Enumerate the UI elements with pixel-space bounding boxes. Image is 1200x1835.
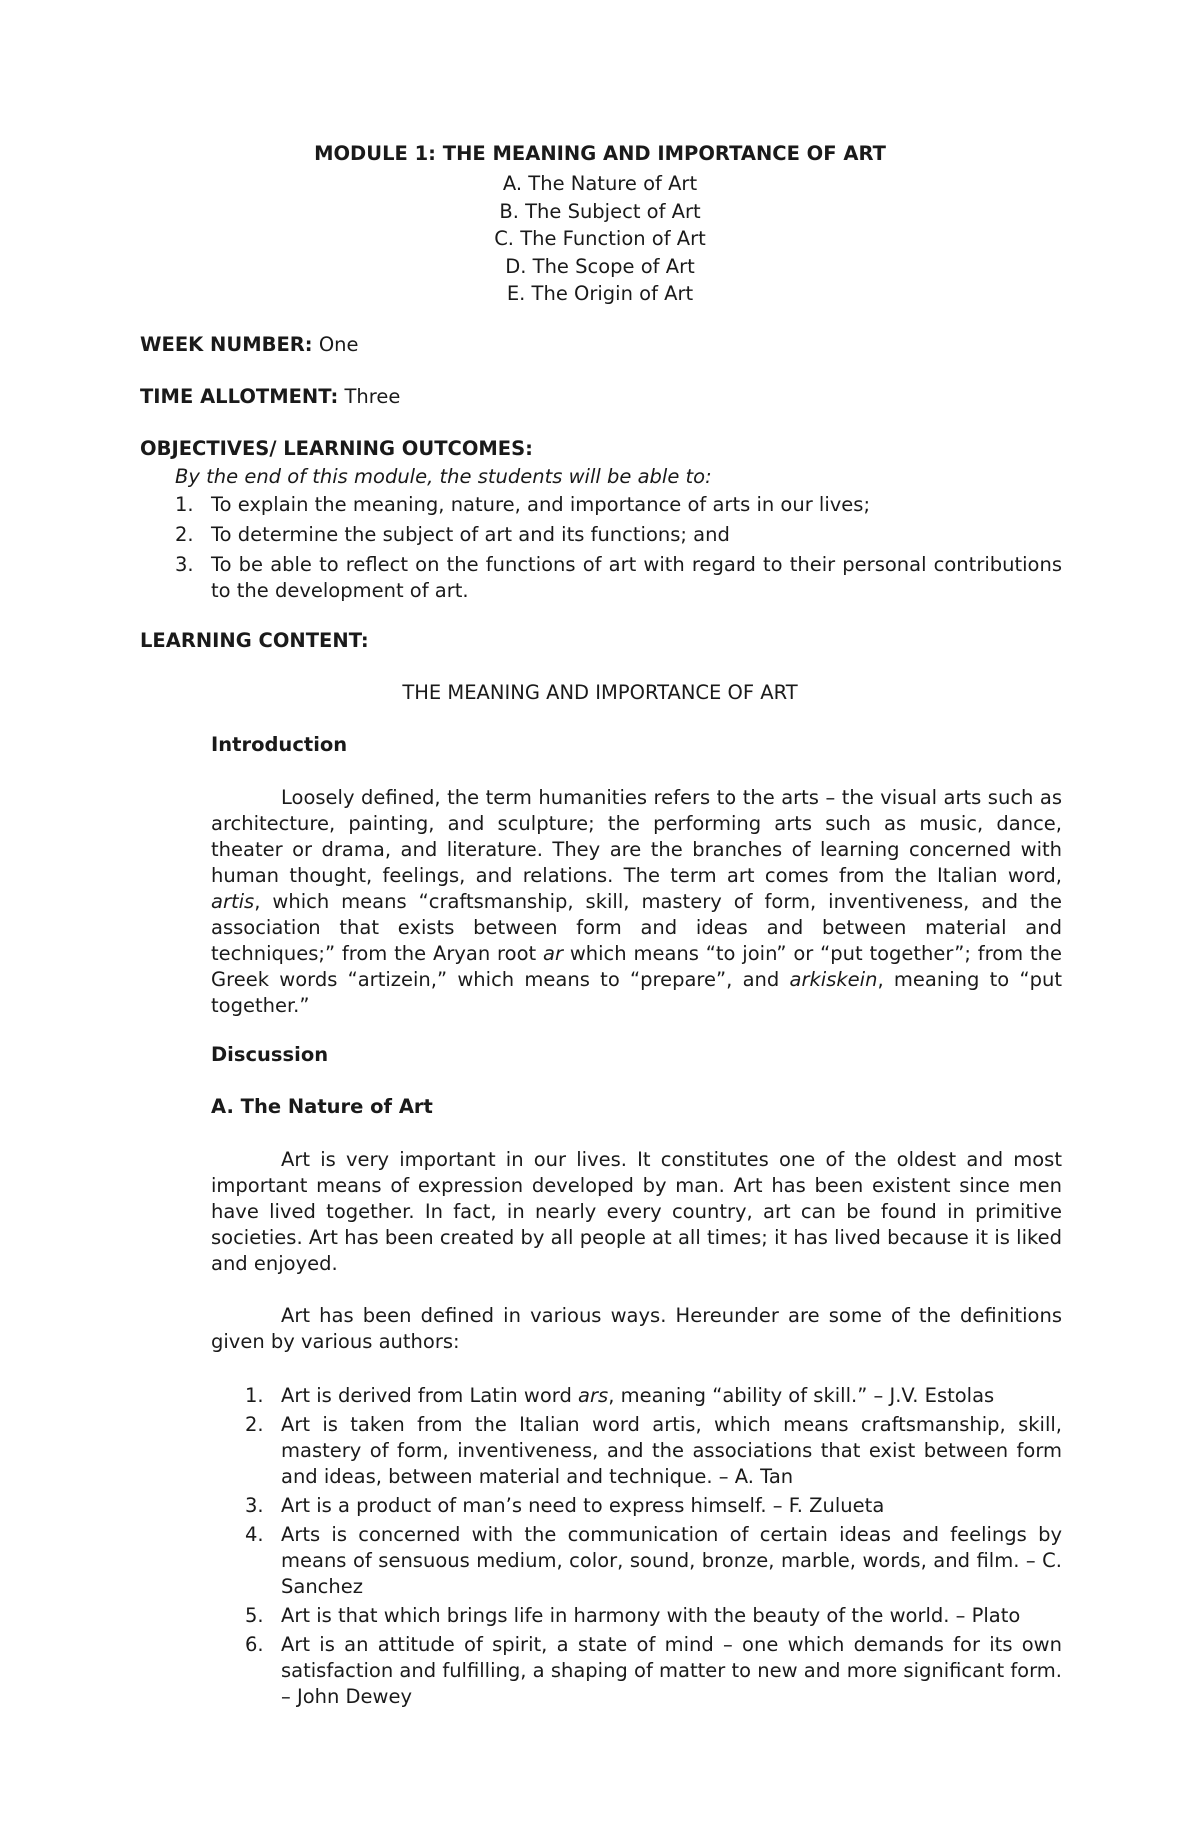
week-label: WEEK NUMBER: [140,333,313,356]
list-item: 1. Art is derived from Latin word ars, meaning “ability of skill.” – J.V. Estolas [245,1384,995,1407]
topic-item: B. The Subject of Art [499,199,701,223]
topic-item: E. The Origin of Art [506,282,694,305]
introduction-heading: Introduction [211,733,348,756]
module-topics [0,170,1200,308]
list-item: 3. Art is a product of man’s need to express himself. – F. Zulueta [245,1494,885,1517]
list-item: 3. To be able to reflect on the functions of art with regard to their personal contributions to the development of art. [175,553,1062,602]
list-item: 2. To determine the subject of art and its functions; and [175,523,730,546]
module-title: MODULE 1: THE MEANING AND IMPORTANCE OF ART [314,142,886,165]
objectives-list [175,492,1062,604]
objectives-intro: By the end of this module, the students will be able to: [175,465,712,488]
time-label: TIME ALLOTMENT: [140,385,339,408]
nature-of-art-heading: A. The Nature of Art [211,1095,433,1118]
nature-paragraph-1: Art is very important in our lives. It constitutes one of the oldest and most important means of expression developed by man. Art has been existent since men have lived together. In fact, in nearly every country, art can be found in primitive societies. Art has been created by all people at all times; it has lived because it is liked and enjoyed. [211,1148,1062,1275]
introduction-paragraph: Loosely defined, the term humanities refers to the arts – the visual arts such as architecture, painting, and sculpture; the performing arts such as music, dance, theater or drama, and literature. They are the branches of learning concerned with human thought, feelings, and relations. The term art comes from the Italian word, artis, which means “craftsmanship, skill, mastery of form, inventiveness, and the association that exists between form and ideas and between material and techniques;” from the Aryan root ar which means “to join” or “put together”; from the Greek words “artizein,” which means to “prepare”, and arkiskein, meaning to “put together.” [211,786,1062,1017]
time-value: Three [344,385,401,408]
week-number [140,333,359,356]
list-item: 1. To explain the meaning, nature, and importance of arts in our lives; [175,493,871,516]
content-title: THE MEANING AND IMPORTANCE OF ART [402,681,798,704]
topic-item: D. The Scope of Art [505,254,695,278]
discussion-heading: Discussion [211,1043,329,1066]
definitions-list [245,1383,1062,1710]
list-item: 5. Art is that which brings life in harmony with the beauty of the world. – Plato [245,1604,1021,1627]
list-item: 6. Art is an attitude of spirit, a state of mind – one which demands for its own satisfaction and fulfilling, a shaping of matter to new and more significant form. – John Dewey [245,1633,1062,1708]
objectives-heading: OBJECTIVES/ LEARNING OUTCOMES: [140,437,533,460]
list-item: 2. Art is taken from the Italian word artis, which means craftsmanship, skill, mastery of form, inventiveness, and the associations that exist between form and ideas, between material and technique. – A. Tan [245,1413,1062,1488]
topic-item: A. The Nature of Art [502,172,698,195]
week-value: One [318,333,359,356]
nature-paragraph-2: Art has been defined in various ways. Hereunder are some of the definitions given by various authors: [211,1304,1062,1353]
list-item: 4. Arts is concerned with the communication of certain ideas and feelings by means of sensuous medium, color, sound, bronze, marble, words, and film. – C. Sanchez [245,1523,1062,1598]
learning-content-heading: LEARNING CONTENT: [140,629,369,652]
time-allotment [140,385,400,408]
topic-item: C. The Function of Art [494,227,706,250]
